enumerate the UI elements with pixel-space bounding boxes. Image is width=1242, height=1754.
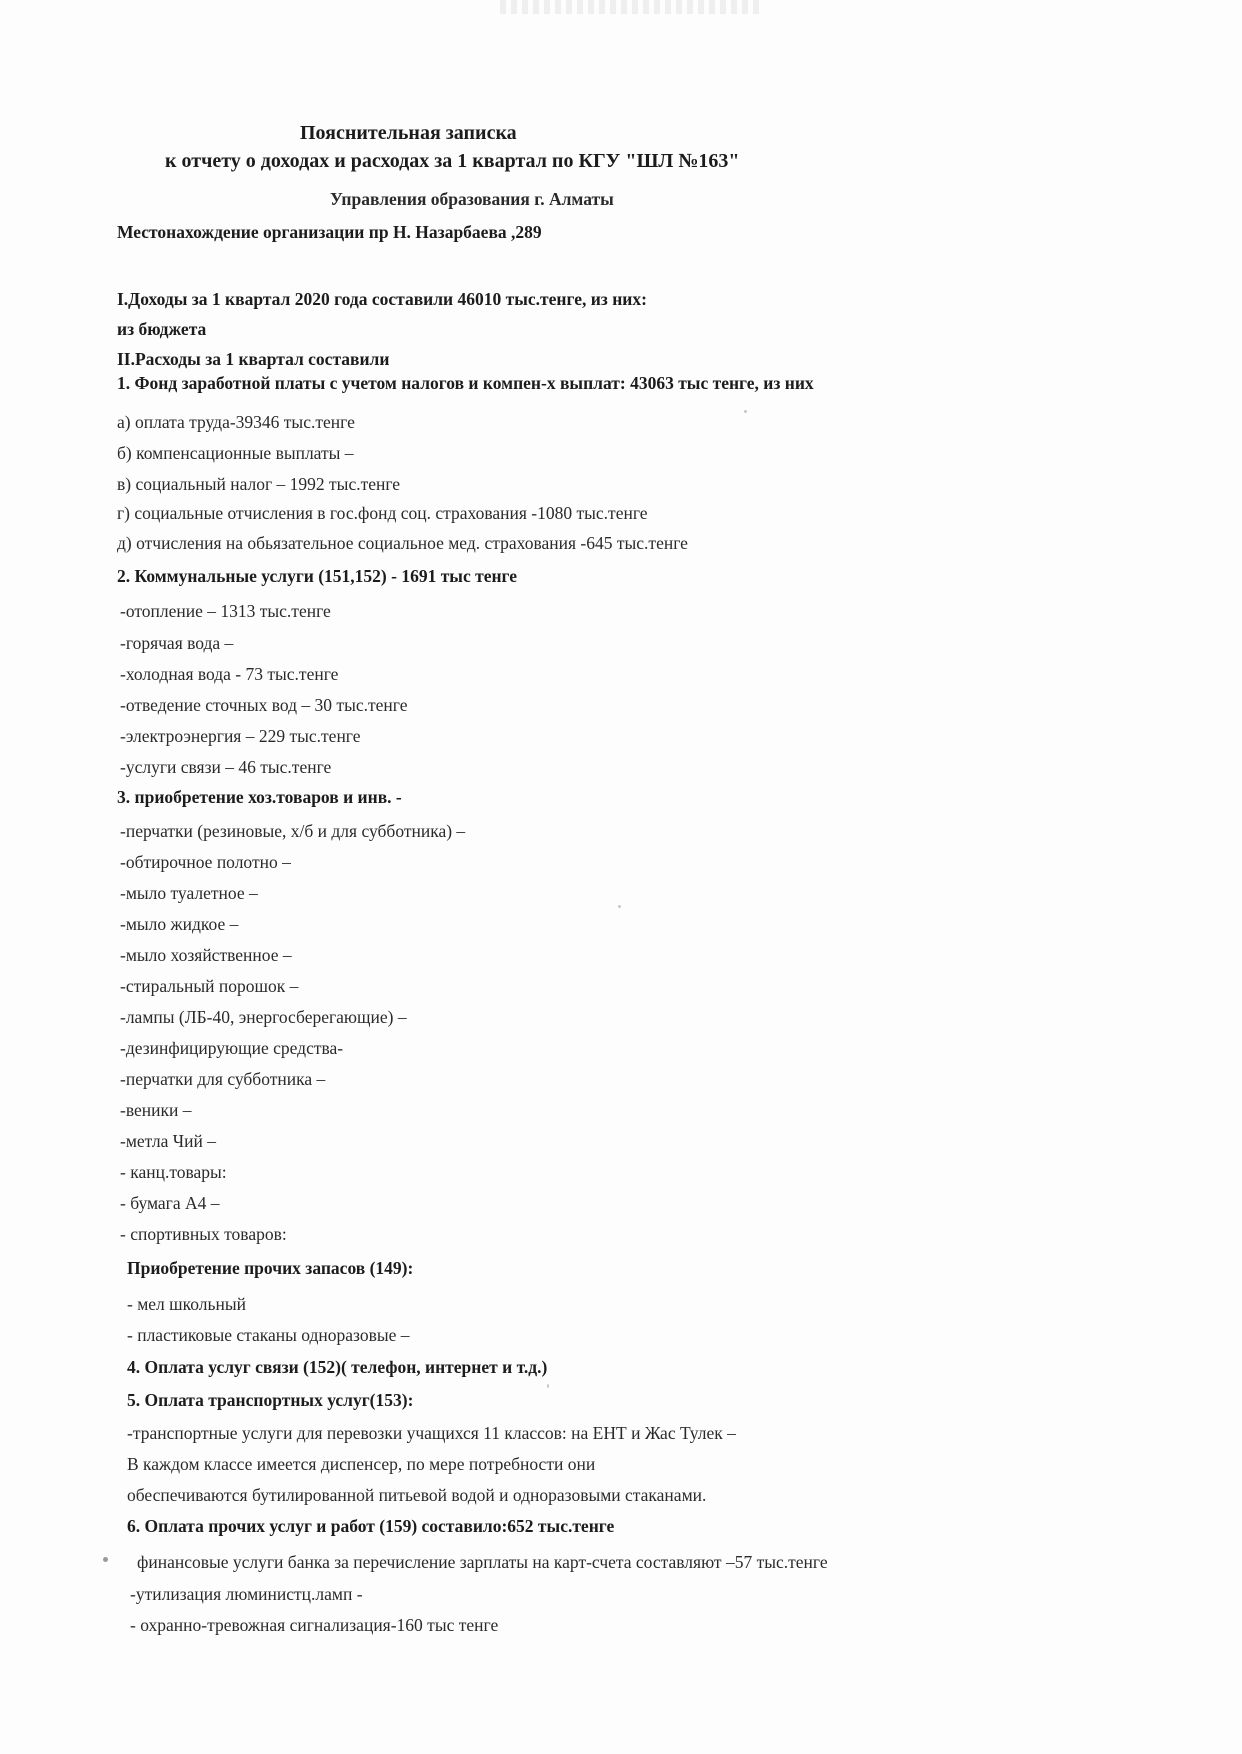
other-services-item: -утилизация люминистц.ламп - (130, 1584, 363, 1604)
supplies-item: -перчатки (резиновые, х/б и для субботника) – (120, 821, 466, 841)
transport-note: В каждом классе имеется диспенсер, по мере потребности они (127, 1454, 596, 1474)
utilities-heading: 2. Коммунальные услуги (151,152) - 1691 тыс тенге (117, 566, 518, 586)
utilities-item: -горячая вода – (120, 633, 234, 653)
supplies-item: -стиральный порошок – (120, 976, 299, 996)
supplies-item: - бумага А4 – (120, 1193, 220, 1213)
utilities-item: -отопление – 1313 тыс.тенге (120, 601, 331, 621)
utilities-item: -услуги связи – 46 тыс.тенге (120, 757, 332, 777)
transport-item: -транспортные услуги для перевозки учащихся 11 классов: на ЕНТ и Жас Тулек – (127, 1423, 736, 1443)
supplies-item: - канц.товары: (120, 1162, 227, 1182)
payroll-item: г) социальные отчисления в гос.фонд соц. страхования -1080 тыс.тенге (117, 503, 648, 523)
expenses-heading: II.Расходы за 1 квартал составили (117, 349, 390, 369)
supplies-item: -дезинфицирующие средства- (120, 1038, 344, 1058)
other-services-heading: 6. Оплата прочих услуг и работ (159) составило:652 тыс.тенге (127, 1516, 615, 1536)
income-heading: I.Доходы за 1 квартал 2020 года составили 46010 тыс.тенге, из них: (117, 289, 647, 309)
payroll-item: б) компенсационные выплаты – (117, 443, 354, 463)
scan-artifact (500, 0, 760, 14)
payroll-item: в) социальный налог – 1992 тыс.тенге (117, 474, 401, 494)
supplies-item: -веники – (120, 1100, 192, 1120)
supplies-item: -лампы (ЛБ-40, энергосберегающие) – (120, 1007, 407, 1027)
document-subtitle: к отчету о доходах и расходах за 1 квартал по КГУ "ШЛ №163" (165, 150, 740, 172)
utilities-item: -холодная вода - 73 тыс.тенге (120, 664, 339, 684)
utilities-item: -электроэнергия – 229 тыс.тенге (120, 726, 361, 746)
supplies-item: - спортивных товаров: (120, 1224, 287, 1244)
document-title: Пояснительная записка (300, 122, 517, 144)
other-stock-item: - мел школьный (127, 1294, 246, 1314)
other-services-item: - охранно-тревожная сигнализация-160 тыс тенге (130, 1615, 499, 1635)
department-line: Управления образования г. Алматы (330, 189, 614, 209)
payroll-heading: 1. Фонд заработной платы с учетом налогов и компен-х выплат: 43063 тыс тенге, из них (117, 373, 814, 393)
payroll-item: д) отчисления на обьязательное социальное мед. страхования -645 тыс.тенге (117, 533, 688, 553)
income-source: из бюджета (117, 319, 207, 339)
other-services-item: финансовые услуги банка за перечисление зарплаты на карт-счета составляют –57 тыс.тенге (137, 1552, 828, 1572)
location-line: Местонахождение организации пр Н. Назарбаева ,289 (117, 222, 542, 242)
transport-heading: 5. Оплата транспортных услуг(153): (127, 1390, 414, 1410)
scan-speck (618, 905, 621, 908)
supplies-item: -обтирочное полотно – (120, 852, 291, 872)
other-stock-heading: Приобретение прочих запасов (149): (127, 1258, 414, 1278)
supplies-item: -перчатки для субботника – (120, 1069, 326, 1089)
scan-speck (547, 1384, 549, 1388)
scan-speck (103, 1557, 108, 1562)
communication-heading: 4. Оплата услуг связи (152)( телефон, интернет и т.д.) (127, 1357, 548, 1377)
payroll-item: а) оплата труда-39346 тыс.тенге (117, 412, 355, 432)
supplies-heading: 3. приобретение хоз.товаров и инв. - (117, 787, 402, 807)
other-stock-item: - пластиковые стаканы одноразовые – (127, 1325, 410, 1345)
transport-note: обеспечиваются бутилированной питьевой водой и одноразовыми стаканами. (127, 1485, 707, 1505)
utilities-item: -отведение сточных вод – 30 тыс.тенге (120, 695, 408, 715)
supplies-item: -мыло хозяйственное – (120, 945, 292, 965)
supplies-item: -мыло жидкое – (120, 914, 239, 934)
supplies-item: -мыло туалетное – (120, 883, 258, 903)
scan-speck (744, 410, 747, 413)
supplies-item: -метла Чий – (120, 1131, 216, 1151)
